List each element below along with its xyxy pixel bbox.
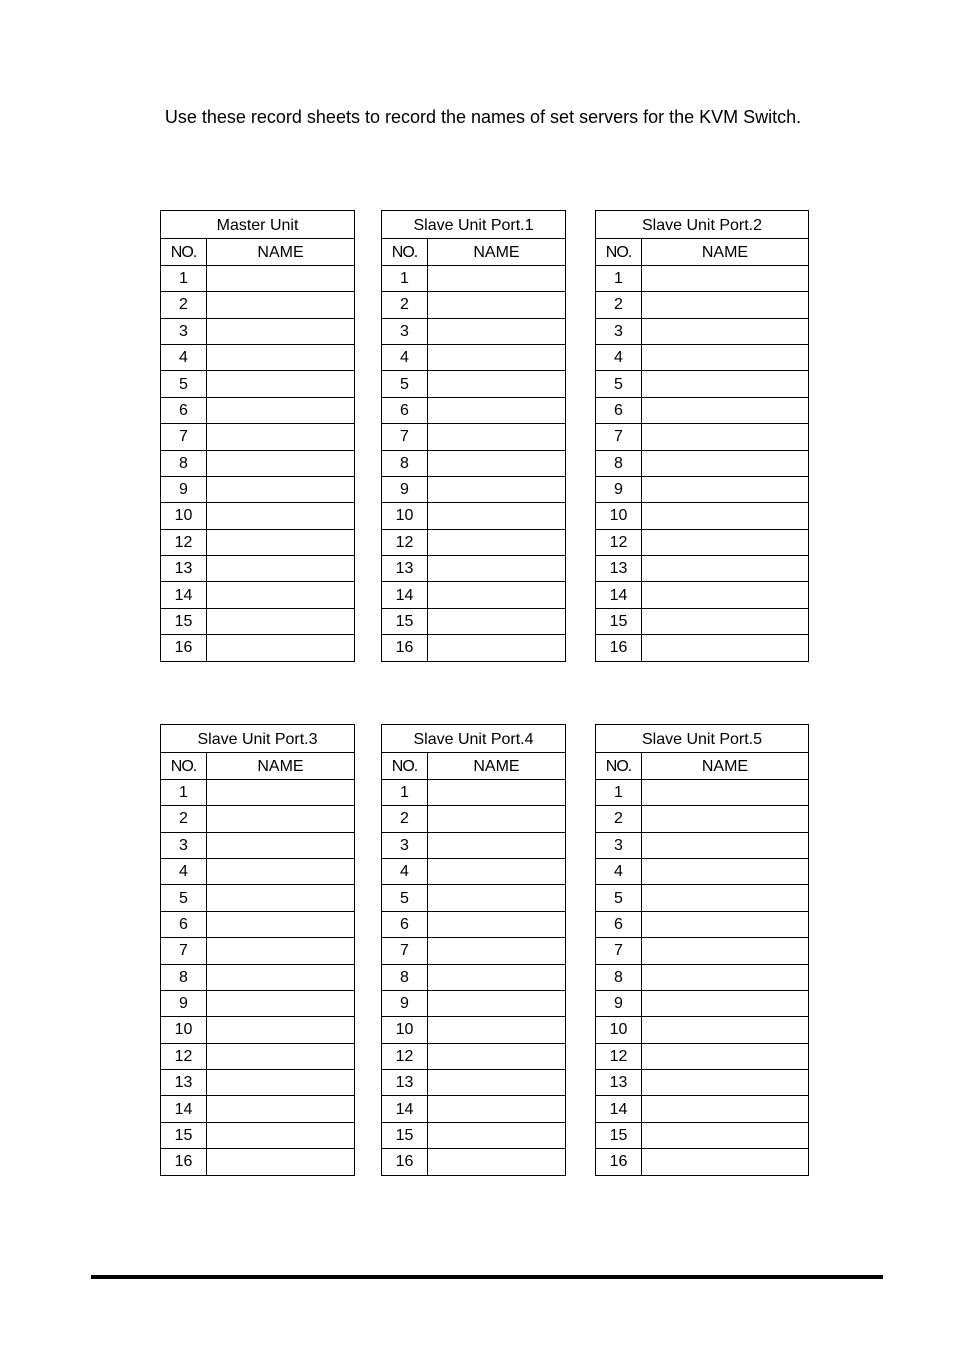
table-row <box>382 1096 566 1122</box>
name-cell <box>642 1017 809 1043</box>
row-number: 9 <box>596 476 642 502</box>
table-row <box>596 556 809 582</box>
table-row <box>161 371 355 397</box>
row-number: 16 <box>161 1149 207 1175</box>
name-cell <box>428 1149 566 1175</box>
table-row <box>382 556 566 582</box>
table-row <box>161 608 355 634</box>
row-number: 10 <box>382 503 428 529</box>
table-row <box>596 1122 809 1148</box>
name-cell <box>428 450 566 476</box>
row-number: 3 <box>382 832 428 858</box>
row-number: 13 <box>382 556 428 582</box>
row-number: 1 <box>161 779 207 805</box>
name-cell <box>428 635 566 661</box>
name-cell <box>428 608 566 634</box>
name-cell <box>428 371 566 397</box>
table-row <box>382 990 566 1016</box>
table-row <box>161 1043 355 1069</box>
name-column-header: NAME <box>428 239 566 265</box>
table-row <box>596 635 809 661</box>
row-number: 1 <box>596 265 642 291</box>
table-row <box>382 503 566 529</box>
row-number: 16 <box>161 635 207 661</box>
name-cell <box>428 503 566 529</box>
row-number: 6 <box>596 397 642 423</box>
row-number: 8 <box>382 450 428 476</box>
name-cell <box>207 1096 355 1122</box>
table-row <box>161 832 355 858</box>
row-number: 13 <box>596 556 642 582</box>
name-cell <box>207 371 355 397</box>
table-row <box>161 990 355 1016</box>
name-cell <box>428 1017 566 1043</box>
row-number: 2 <box>596 292 642 318</box>
row-number: 3 <box>161 318 207 344</box>
table-row <box>596 582 809 608</box>
table-row <box>596 858 809 884</box>
row-number: 4 <box>382 344 428 370</box>
row-number: 6 <box>161 397 207 423</box>
table-row <box>161 964 355 990</box>
name-column-header: NAME <box>207 239 355 265</box>
row-number: 4 <box>161 858 207 884</box>
row-number: 6 <box>382 397 428 423</box>
name-cell <box>428 1122 566 1148</box>
table-row <box>596 503 809 529</box>
name-cell <box>207 1149 355 1175</box>
table-row <box>596 344 809 370</box>
row-number: 5 <box>382 371 428 397</box>
row-number: 15 <box>382 1122 428 1148</box>
row-number: 1 <box>596 779 642 805</box>
table-row <box>161 1096 355 1122</box>
table-row <box>596 450 809 476</box>
row-number: 12 <box>161 529 207 555</box>
row-number: 5 <box>161 885 207 911</box>
table-row <box>161 556 355 582</box>
name-cell <box>207 885 355 911</box>
name-cell <box>207 1017 355 1043</box>
table-row <box>596 885 809 911</box>
table-row <box>161 503 355 529</box>
table-row <box>382 424 566 450</box>
name-cell <box>428 556 566 582</box>
table-row <box>382 476 566 502</box>
row-number: 12 <box>382 1043 428 1069</box>
table-row <box>596 318 809 344</box>
name-cell <box>207 635 355 661</box>
row-number: 3 <box>596 832 642 858</box>
no-column-header: NO. <box>161 753 207 779</box>
name-cell <box>642 911 809 937</box>
name-cell <box>207 806 355 832</box>
table-row <box>596 990 809 1016</box>
name-cell <box>428 938 566 964</box>
name-cell <box>207 1070 355 1096</box>
table-row <box>596 1096 809 1122</box>
sheet-title: Slave Unit Port.3 <box>161 725 355 753</box>
row-number: 16 <box>382 635 428 661</box>
row-number: 5 <box>382 885 428 911</box>
table-row <box>161 292 355 318</box>
row-number: 3 <box>382 318 428 344</box>
table-row <box>161 635 355 661</box>
row-number: 1 <box>382 265 428 291</box>
name-cell <box>642 806 809 832</box>
table-row <box>596 779 809 805</box>
row-number: 6 <box>382 911 428 937</box>
table-row <box>596 424 809 450</box>
table-row <box>382 779 566 805</box>
row-number: 2 <box>161 806 207 832</box>
record-sheet-4 <box>160 724 355 1176</box>
name-cell <box>207 911 355 937</box>
name-cell <box>207 582 355 608</box>
name-cell <box>428 1043 566 1069</box>
table-row <box>382 344 566 370</box>
table-row <box>161 476 355 502</box>
name-cell <box>207 318 355 344</box>
name-cell <box>428 318 566 344</box>
row-number: 8 <box>596 450 642 476</box>
table-row <box>161 938 355 964</box>
name-cell <box>428 1096 566 1122</box>
name-cell <box>642 885 809 911</box>
row-number: 9 <box>161 476 207 502</box>
name-column-header: NAME <box>207 753 355 779</box>
table-row <box>596 265 809 291</box>
name-cell <box>428 397 566 423</box>
name-cell <box>207 938 355 964</box>
name-cell <box>642 556 809 582</box>
table-row <box>382 832 566 858</box>
name-cell <box>428 990 566 1016</box>
row-number: 15 <box>161 608 207 634</box>
name-cell <box>642 858 809 884</box>
table-row <box>596 529 809 555</box>
row-number: 15 <box>596 1122 642 1148</box>
row-number: 9 <box>382 476 428 502</box>
name-cell <box>428 265 566 291</box>
row-number: 10 <box>382 1017 428 1043</box>
name-cell <box>207 556 355 582</box>
name-cell <box>642 964 809 990</box>
table-row <box>382 450 566 476</box>
row-number: 1 <box>382 779 428 805</box>
table-row <box>382 1122 566 1148</box>
table-row <box>161 397 355 423</box>
table-row <box>161 344 355 370</box>
name-cell <box>207 529 355 555</box>
name-cell <box>428 344 566 370</box>
row-number: 6 <box>161 911 207 937</box>
table-row <box>161 1017 355 1043</box>
name-cell <box>428 806 566 832</box>
record-sheet-5 <box>381 724 566 1176</box>
record-sheet-2 <box>381 210 566 662</box>
name-cell <box>642 318 809 344</box>
name-cell <box>207 1043 355 1069</box>
name-cell <box>428 779 566 805</box>
table-row <box>161 779 355 805</box>
record-sheet-3 <box>595 210 809 662</box>
table-row <box>161 885 355 911</box>
name-cell <box>642 1096 809 1122</box>
sheet-title: Slave Unit Port.5 <box>596 725 809 753</box>
row-number: 7 <box>382 938 428 964</box>
row-number: 1 <box>161 265 207 291</box>
table-row <box>382 608 566 634</box>
intro-text: Use these record sheets to record the names of set servers for the KVM Switch. <box>164 107 802 127</box>
name-cell <box>642 990 809 1016</box>
sheet-title: Slave Unit Port.4 <box>382 725 566 753</box>
record-sheet-1 <box>160 210 355 662</box>
row-number: 10 <box>161 503 207 529</box>
name-cell <box>642 635 809 661</box>
footer-rule <box>91 1275 883 1279</box>
name-cell <box>642 292 809 318</box>
no-column-header: NO. <box>596 239 642 265</box>
table-row <box>382 371 566 397</box>
table-row <box>596 1043 809 1069</box>
row-number: 7 <box>161 424 207 450</box>
name-cell <box>207 779 355 805</box>
no-column-header: NO. <box>382 753 428 779</box>
table-row <box>596 938 809 964</box>
row-number: 2 <box>382 292 428 318</box>
table-row <box>596 1017 809 1043</box>
name-cell <box>642 608 809 634</box>
table-row <box>382 529 566 555</box>
row-number: 8 <box>161 450 207 476</box>
name-cell <box>642 424 809 450</box>
table-row <box>161 450 355 476</box>
row-number: 4 <box>161 344 207 370</box>
table-row <box>382 1070 566 1096</box>
no-column-header: NO. <box>382 239 428 265</box>
name-cell <box>207 292 355 318</box>
no-column-header: NO. <box>596 753 642 779</box>
table-row <box>161 529 355 555</box>
row-number: 14 <box>382 1096 428 1122</box>
name-cell <box>642 582 809 608</box>
name-cell <box>207 397 355 423</box>
table-row <box>161 1070 355 1096</box>
row-number: 2 <box>382 806 428 832</box>
row-number: 4 <box>596 858 642 884</box>
row-number: 13 <box>161 1070 207 1096</box>
row-number: 12 <box>382 529 428 555</box>
name-cell <box>428 832 566 858</box>
name-column-header: NAME <box>642 239 809 265</box>
table-row <box>161 265 355 291</box>
name-cell <box>642 265 809 291</box>
row-number: 15 <box>382 608 428 634</box>
name-cell <box>428 529 566 555</box>
row-number: 9 <box>596 990 642 1016</box>
row-number: 8 <box>382 964 428 990</box>
name-cell <box>207 1122 355 1148</box>
row-number: 16 <box>382 1149 428 1175</box>
name-cell <box>428 424 566 450</box>
name-cell <box>642 1149 809 1175</box>
table-row <box>382 1149 566 1175</box>
name-cell <box>428 964 566 990</box>
row-number: 14 <box>382 582 428 608</box>
name-cell <box>642 1043 809 1069</box>
row-number: 7 <box>596 424 642 450</box>
table-row <box>161 858 355 884</box>
name-cell <box>207 858 355 884</box>
row-number: 7 <box>382 424 428 450</box>
name-cell <box>428 885 566 911</box>
name-cell <box>642 450 809 476</box>
table-row <box>382 858 566 884</box>
table-row <box>596 476 809 502</box>
row-number: 14 <box>596 582 642 608</box>
name-cell <box>428 582 566 608</box>
table-row <box>596 806 809 832</box>
row-number: 14 <box>596 1096 642 1122</box>
table-row <box>382 1017 566 1043</box>
name-cell <box>642 832 809 858</box>
name-column-header: NAME <box>642 753 809 779</box>
table-row <box>161 424 355 450</box>
row-number: 8 <box>161 964 207 990</box>
row-number: 5 <box>161 371 207 397</box>
name-cell <box>642 938 809 964</box>
name-cell <box>642 1070 809 1096</box>
name-cell <box>207 503 355 529</box>
row-number: 10 <box>161 1017 207 1043</box>
row-number: 13 <box>382 1070 428 1096</box>
name-cell <box>642 397 809 423</box>
record-sheet-6 <box>595 724 809 1176</box>
table-row <box>382 938 566 964</box>
table-row <box>161 318 355 344</box>
table-row <box>382 397 566 423</box>
row-number: 7 <box>161 938 207 964</box>
table-row <box>382 582 566 608</box>
no-column-header: NO. <box>161 239 207 265</box>
table-row <box>596 397 809 423</box>
name-cell <box>642 1122 809 1148</box>
table-row <box>596 371 809 397</box>
row-number: 12 <box>596 529 642 555</box>
row-number: 6 <box>596 911 642 937</box>
name-cell <box>207 608 355 634</box>
table-row <box>596 832 809 858</box>
table-row <box>596 911 809 937</box>
name-cell <box>428 476 566 502</box>
table-row <box>596 608 809 634</box>
name-cell <box>428 911 566 937</box>
name-cell <box>207 424 355 450</box>
name-cell <box>642 344 809 370</box>
table-row <box>161 911 355 937</box>
row-number: 5 <box>596 371 642 397</box>
name-cell <box>642 476 809 502</box>
row-number: 9 <box>382 990 428 1016</box>
table-row <box>596 292 809 318</box>
table-row <box>382 265 566 291</box>
row-number: 10 <box>596 1017 642 1043</box>
table-row <box>382 635 566 661</box>
name-cell <box>207 265 355 291</box>
table-row <box>382 964 566 990</box>
row-number: 12 <box>161 1043 207 1069</box>
row-number: 14 <box>161 1096 207 1122</box>
row-number: 7 <box>596 938 642 964</box>
table-row <box>382 911 566 937</box>
name-cell <box>207 450 355 476</box>
row-number: 5 <box>596 885 642 911</box>
table-row <box>382 885 566 911</box>
table-row <box>161 1149 355 1175</box>
name-cell <box>642 503 809 529</box>
row-number: 16 <box>596 635 642 661</box>
name-cell <box>428 1070 566 1096</box>
row-number: 13 <box>596 1070 642 1096</box>
name-cell <box>207 476 355 502</box>
row-number: 4 <box>596 344 642 370</box>
table-row <box>161 1122 355 1148</box>
row-number: 9 <box>161 990 207 1016</box>
table-row <box>382 292 566 318</box>
row-number: 8 <box>596 964 642 990</box>
sheet-title: Slave Unit Port.2 <box>596 211 809 239</box>
sheet-title: Slave Unit Port.1 <box>382 211 566 239</box>
row-number: 14 <box>161 582 207 608</box>
name-cell <box>207 964 355 990</box>
row-number: 2 <box>161 292 207 318</box>
table-row <box>382 806 566 832</box>
name-cell <box>642 529 809 555</box>
table-row <box>382 318 566 344</box>
row-number: 16 <box>596 1149 642 1175</box>
name-cell <box>207 990 355 1016</box>
row-number: 4 <box>382 858 428 884</box>
name-cell <box>428 292 566 318</box>
sheet-title: Master Unit <box>161 211 355 239</box>
table-row <box>382 1043 566 1069</box>
table-row <box>596 1149 809 1175</box>
name-cell <box>428 858 566 884</box>
table-row <box>161 806 355 832</box>
row-number: 3 <box>596 318 642 344</box>
row-number: 13 <box>161 556 207 582</box>
name-cell <box>207 832 355 858</box>
row-number: 15 <box>596 608 642 634</box>
table-row <box>596 964 809 990</box>
row-number: 10 <box>596 503 642 529</box>
table-row <box>596 1070 809 1096</box>
name-cell <box>207 344 355 370</box>
row-number: 3 <box>161 832 207 858</box>
row-number: 15 <box>161 1122 207 1148</box>
name-column-header: NAME <box>428 753 566 779</box>
table-row <box>161 582 355 608</box>
name-cell <box>642 371 809 397</box>
row-number: 12 <box>596 1043 642 1069</box>
name-cell <box>642 779 809 805</box>
row-number: 2 <box>596 806 642 832</box>
